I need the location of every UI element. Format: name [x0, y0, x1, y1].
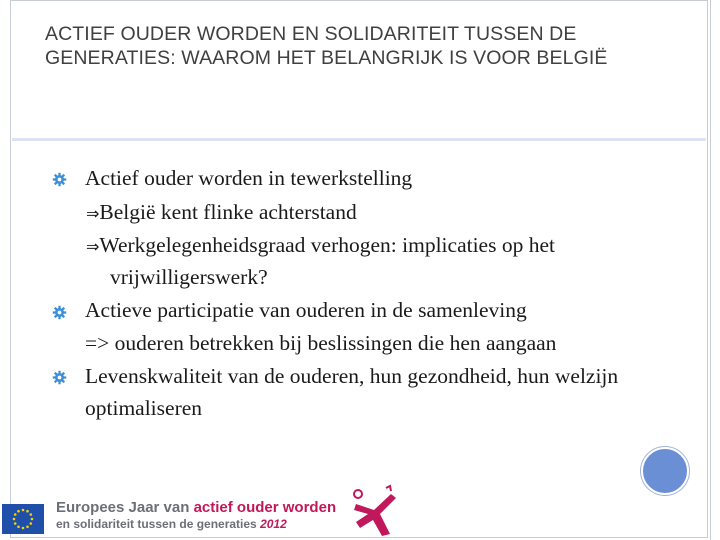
gear-bullet-icon: [52, 172, 67, 187]
footer-line2-plain: en solidariteit tussen de generaties: [56, 517, 261, 531]
subitem-2: [86, 232, 555, 260]
ejao-logo-icon: [346, 484, 406, 540]
bullet-2-continuation: => ouderen betrekken bij beslissingen die hen aangaan: [85, 331, 557, 355]
gear-bullet-icon: [52, 305, 67, 320]
bullet-2-text: Actieve participatie van ouderen in de samenleving: [85, 298, 527, 322]
slide-title: ACTIEF OUDER WORDEN EN SOLIDARITEIT TUSSEN DE GENERATIES: WAAROM HET BELANGRIJK IS VOOR BELGIË: [45, 23, 608, 69]
eu-flag-icon: [2, 504, 44, 534]
decorative-circle: [641, 447, 689, 495]
bullet-1-text: Actief ouder worden in tewerkstelling: [85, 166, 413, 190]
footer-line2-accent: 2012: [260, 517, 287, 531]
subitem-1-text: België kent flinke achterstand: [99, 200, 357, 224]
subitem-1: [86, 199, 357, 227]
gear-bullet-icon: [52, 370, 67, 385]
subitem-2-continuation: vrijwilligerswerk?: [110, 265, 268, 289]
double-arrow-icon: ⇒: [86, 204, 100, 223]
footer-line1-plain: Europees Jaar van: [56, 499, 194, 516]
footer-banner-line2: [56, 517, 287, 531]
bullet-3-text: Levenskwaliteit van de ouderen, hun gezondheid, hun welzijn: [85, 364, 619, 388]
bullet-3-continuation: optimaliseren: [85, 396, 203, 420]
double-arrow-icon: ⇒: [86, 237, 100, 256]
footer-banner-line1: [56, 499, 336, 516]
footer-line1-accent: actief ouder worden: [193, 499, 337, 516]
subitem-2-text: Werkgelegenheidsgraad verhogen: implicaties op het: [99, 233, 555, 257]
